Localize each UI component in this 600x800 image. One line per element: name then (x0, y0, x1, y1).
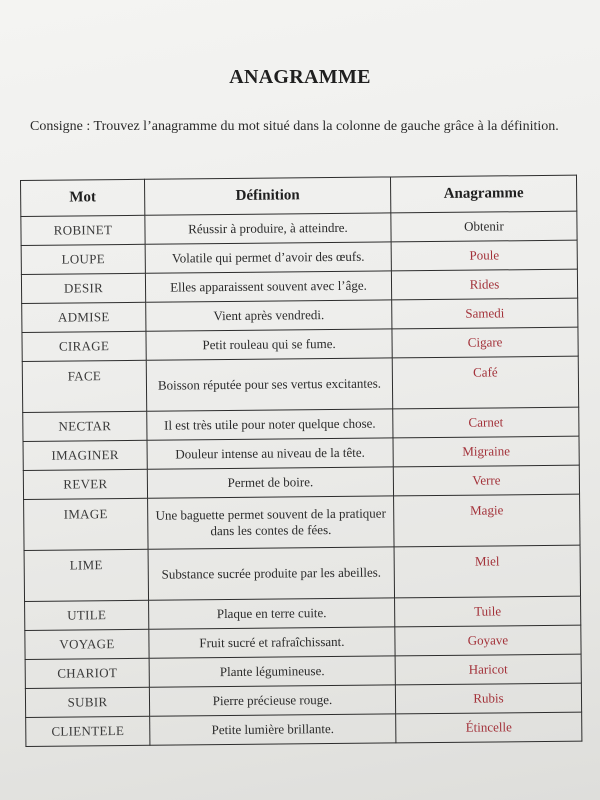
word-cell: CIRAGE (22, 331, 146, 361)
word-cell: DESIR (21, 273, 145, 303)
answer-cell: Rides (391, 269, 577, 300)
answer-cell: Goyave (395, 625, 581, 656)
word-cell: IMAGINER (23, 440, 147, 470)
definition-cell: Petite lumière brillante. (150, 714, 396, 745)
header-anagramme: Anagramme (390, 175, 576, 213)
word-cell: CLIENTELE (26, 716, 150, 746)
answer-cell: Haricot (395, 654, 581, 685)
table-row (26, 712, 582, 746)
word-cell: LIME (24, 549, 148, 601)
anagram-table-wrapper (20, 175, 581, 747)
answer-cell: Poule (391, 240, 577, 271)
definition-cell: Petit rouleau qui se fume. (146, 329, 392, 360)
word-cell: FACE (22, 360, 146, 412)
definition-cell: Une baguette permet souvent de la pratiquer dans les contes de fées. (148, 496, 394, 549)
answer-cell: Obtenir (391, 211, 577, 242)
instruction-text: Consigne : Trouvez l’anagramme du mot situé dans la colonne de gauche grâce à la définition. (30, 119, 559, 134)
word-cell: NECTAR (23, 411, 147, 441)
answer-cell: Tuile (395, 596, 581, 627)
answer-cell: Cigare (392, 327, 578, 358)
definition-cell: Vient après vendredi. (146, 300, 392, 331)
word-cell: IMAGE (24, 498, 148, 550)
word-cell: ADMISE (22, 302, 146, 332)
definition-cell: Plaque en terre cuite. (149, 598, 395, 629)
anagram-table (20, 175, 582, 747)
word-cell: VOYAGE (25, 629, 149, 659)
word-cell: LOUPE (21, 244, 145, 274)
definition-cell: Elles apparaissent souvent avec l’âge. (145, 271, 391, 302)
answer-cell: Migraine (393, 436, 579, 467)
header-mot: Mot (21, 179, 145, 216)
answer-cell: Rubis (395, 683, 581, 714)
word-cell: REVER (23, 469, 147, 499)
answer-cell: Miel (394, 545, 580, 598)
definition-cell: Il est très utile pour noter quelque chose. (147, 409, 393, 440)
page-title: ANAGRAMME (229, 66, 371, 88)
word-cell: UTILE (25, 600, 149, 630)
definition-cell: Fruit sucré et rafraîchissant. (149, 627, 395, 658)
answer-cell: Samedi (392, 298, 578, 329)
definition-cell: Plante légumineuse. (149, 656, 395, 687)
answer-cell: Verre (393, 465, 579, 496)
table-header-row (21, 175, 577, 216)
answer-cell: Carnet (393, 407, 579, 438)
definition-cell: Pierre précieuse rouge. (149, 685, 395, 716)
word-cell: SUBIR (25, 687, 149, 717)
definition-cell: Permet de boire. (147, 467, 393, 498)
word-cell: CHARIOT (25, 658, 149, 688)
answer-cell: Café (392, 356, 578, 409)
word-cell: ROBINET (21, 215, 145, 245)
definition-cell: Substance sucrée produite par les abeilles. (148, 547, 394, 600)
definition-cell: Réussir à produire, à atteindre. (145, 213, 391, 244)
header-definition: Définition (144, 177, 390, 215)
definition-cell: Boisson réputée pour ses vertus excitantes. (146, 358, 392, 411)
answer-cell: Étincelle (396, 712, 582, 743)
table-row (24, 545, 580, 601)
table-row (22, 356, 578, 412)
answer-cell: Magie (394, 494, 580, 547)
definition-cell: Volatile qui permet d’avoir des œufs. (145, 242, 391, 273)
definition-cell: Douleur intense au niveau de la tête. (147, 438, 393, 469)
table-row (24, 494, 580, 550)
